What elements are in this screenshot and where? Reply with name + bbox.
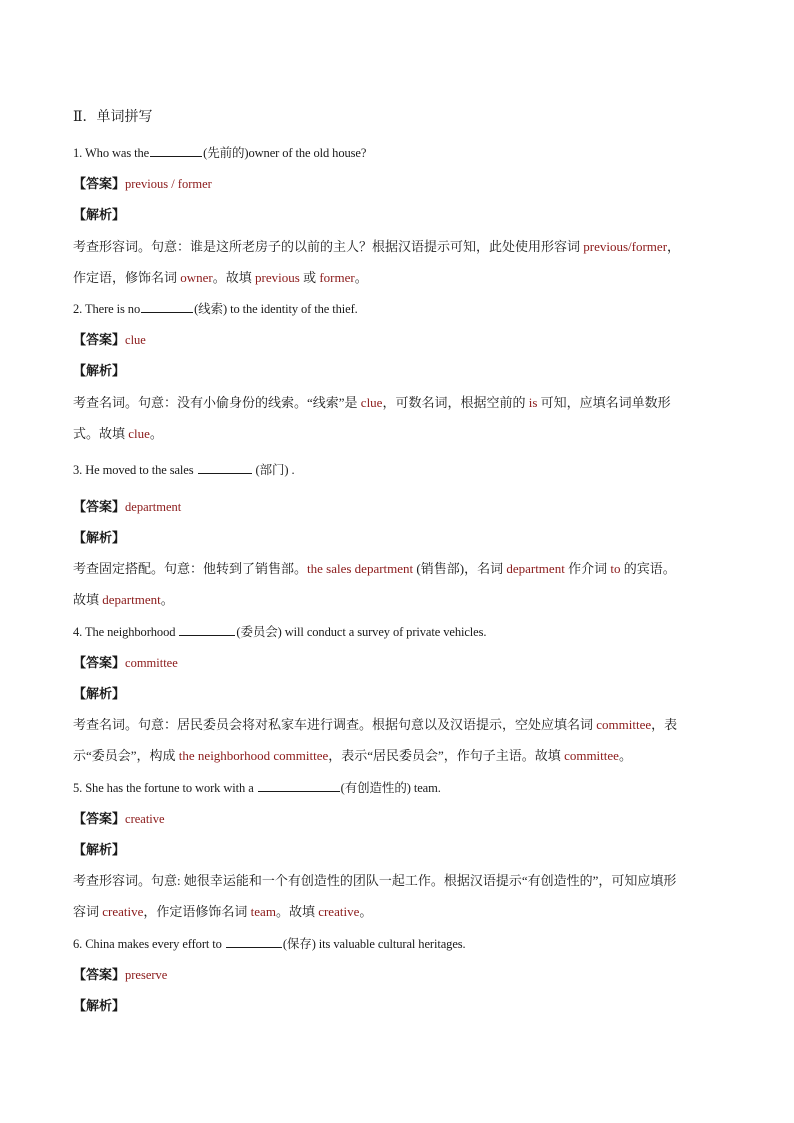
analysis-text-1a: 考查形容词。句意：谁是这所老房子的以前的主人？根据汉语提示可知，此处使用形容词 previous/former， xyxy=(73,239,681,254)
analysis-text-5b: 容词 creative，作定语修饰名词 team。故填 creative。 xyxy=(73,904,373,919)
section-title: Ⅱ．单词拼写 xyxy=(73,110,153,125)
answer-line-3: 【答案】department xyxy=(73,499,182,514)
answer-text: preserve xyxy=(125,968,168,982)
answer-blank xyxy=(179,623,235,636)
answer-line-4: 【答案】committee xyxy=(73,655,178,670)
answer-blank xyxy=(258,779,340,792)
answer-line-1: 【答案】previous / former xyxy=(73,176,212,191)
analysis-text-2b: 式。故填 clue。 xyxy=(73,426,163,441)
question-4: 4. The neighborhood (委员会) will conduct a survey of private vehicles. xyxy=(73,625,487,639)
answer-blank xyxy=(150,144,202,157)
analysis-label-6: 【解析】 xyxy=(73,998,126,1013)
answer-text: committee xyxy=(125,656,178,670)
analysis-text-3a: 考查固定搭配。句意：他转到了销售部。the sales department (销售部)，名词 department 作介词 to 的宾语。 xyxy=(73,561,676,576)
analysis-label-2: 【解析】 xyxy=(73,363,126,378)
analysis-text-5a: 考查形容词。句意: 她很幸运能和一个有创造性的团队一起工作。根据汉语提示“有创造性的”，可知应填形 xyxy=(73,873,677,888)
analysis-text-3b: 故填 department。 xyxy=(73,592,174,607)
question-1: 1. Who was the (先前的)owner of the old house? xyxy=(73,146,367,160)
answer-blank xyxy=(226,935,282,948)
question-2: 2. There is no (线索) to the identity of the thief. xyxy=(73,302,358,316)
answer-blank xyxy=(198,461,252,474)
question-3: 3. He moved to the sales (部门) . xyxy=(73,463,295,477)
answer-text: clue xyxy=(125,333,146,347)
answer-text: creative xyxy=(125,812,165,826)
analysis-text-4b: 示“委员会”，构成 the neighborhood committee，表示“居民委员会”，作句子主语。故填 committee。 xyxy=(73,748,632,763)
answer-blank xyxy=(141,300,193,313)
question-6: 6. China makes every effort to (保存) its valuable cultural heritages. xyxy=(73,937,466,951)
answer-line-2: 【答案】clue xyxy=(73,332,146,347)
answer-line-6: 【答案】preserve xyxy=(73,967,168,982)
analysis-label-3: 【解析】 xyxy=(73,530,126,545)
analysis-text-4a: 考查名词。句意：居民委员会将对私家车进行调查。根据句意以及汉语提示，空处应填名词 committee，表 xyxy=(73,717,678,732)
analysis-label-1: 【解析】 xyxy=(73,207,126,222)
question-5: 5. She has the fortune to work with a (有创造性的) team. xyxy=(73,781,441,795)
answer-text: previous / former xyxy=(125,177,212,191)
analysis-text-1b: 作定语，修饰名词 owner。故填 previous 或 former。 xyxy=(73,270,368,285)
analysis-label-5: 【解析】 xyxy=(73,842,126,857)
analysis-label-4: 【解析】 xyxy=(73,686,126,701)
answer-line-5: 【答案】creative xyxy=(73,811,165,826)
analysis-text-2a: 考查名词。句意：没有小偷身份的线索。“线索”是 clue，可数名词，根据空前的 is 可知，应填名词单数形 xyxy=(73,395,671,410)
answer-text: department xyxy=(125,500,182,514)
